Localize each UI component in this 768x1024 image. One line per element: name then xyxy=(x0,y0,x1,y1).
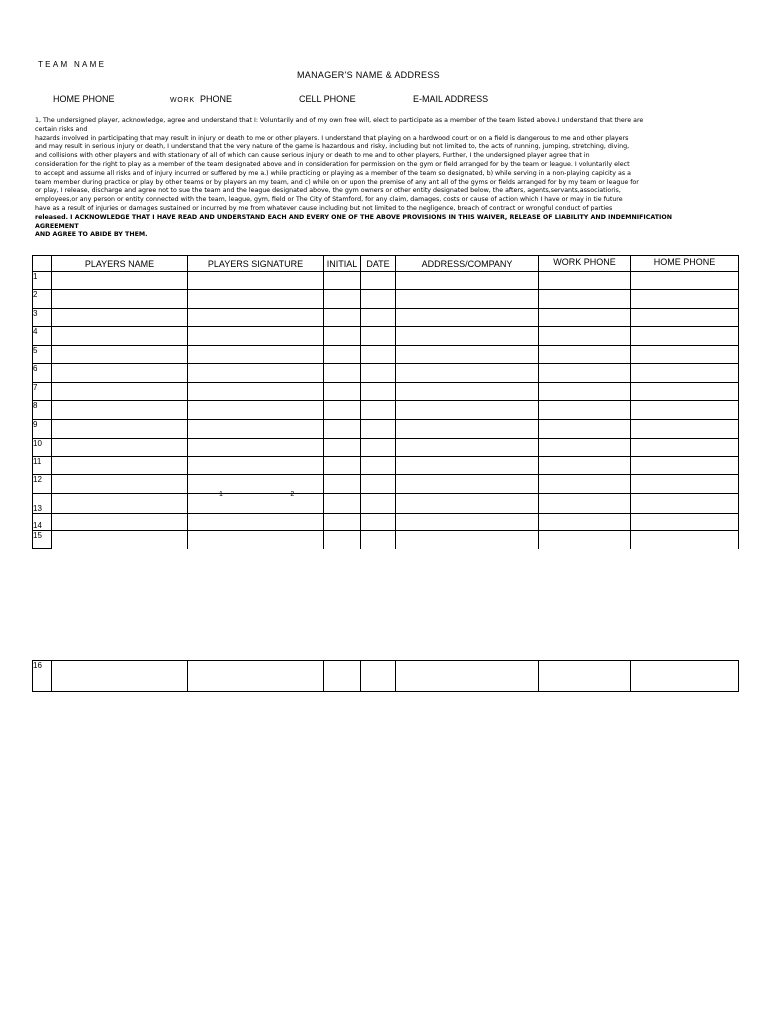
work-phone-cell[interactable] xyxy=(539,272,631,290)
initial-cell[interactable] xyxy=(324,383,361,401)
waiver-line: team member during practice or play by other teams or by players an my team, and c) while on or upon the premise of any ant all of the gyms or fields arranged for by my team or league for xyxy=(35,178,639,186)
signature-cell[interactable] xyxy=(188,531,324,549)
date-cell[interactable] xyxy=(361,327,396,346)
initial-cell[interactable] xyxy=(324,272,361,290)
waiver-line: hazards involved in participating that may result in injury or death to me or other players. I understand that playing on a hardwood court or on a field is dangerous to me and other players xyxy=(35,134,629,142)
row-number: 6 xyxy=(33,364,52,383)
row-number: 15 xyxy=(33,531,52,549)
home-phone-cell[interactable] xyxy=(631,272,739,290)
date-cell[interactable] xyxy=(361,272,396,290)
table-row xyxy=(33,364,739,383)
date-cell[interactable] xyxy=(361,383,396,401)
initial-cell[interactable] xyxy=(324,290,361,309)
player-name-cell[interactable] xyxy=(52,661,188,692)
address-cell[interactable] xyxy=(396,309,539,327)
home-phone-cell[interactable] xyxy=(631,346,739,364)
address-cell[interactable] xyxy=(396,514,539,531)
signature-cell[interactable] xyxy=(188,383,324,401)
initial-cell[interactable] xyxy=(324,439,361,457)
row-number: 3 xyxy=(33,309,52,327)
signature-cell[interactable] xyxy=(188,364,324,383)
player-name-cell[interactable] xyxy=(52,439,188,457)
home-phone-cell[interactable] xyxy=(631,383,739,401)
work-phone-cell[interactable] xyxy=(539,457,631,475)
signature-mark-1: 1 xyxy=(219,491,223,498)
date-cell[interactable] xyxy=(361,475,396,494)
row-number: 14 xyxy=(33,514,52,531)
signature-cell[interactable] xyxy=(188,514,324,531)
row-number: 16 xyxy=(33,661,52,692)
work-phone-cell[interactable] xyxy=(539,309,631,327)
row-number: 9 xyxy=(33,420,52,439)
work-phone-cell[interactable] xyxy=(539,439,631,457)
player-name-cell[interactable] xyxy=(52,346,188,364)
row-number-header xyxy=(33,256,52,272)
signature-mark-2: 2 xyxy=(290,491,295,498)
row-number: 1 xyxy=(33,272,52,290)
waiver-acknowledgement: released. I ACKNOWLEDGE THAT I HAVE READ AND UNDERSTAND EACH AND EVERY ONE OF THE ABOVE PROVISIONS IN THIS WAIVER, RELEASE OF LIABILITY AND INDEMNIFICATION xyxy=(35,213,672,221)
signature-cell[interactable] xyxy=(188,457,324,475)
table-row xyxy=(33,420,739,439)
row-number: 13 xyxy=(33,494,52,514)
row-number: 8 xyxy=(33,401,52,420)
signature-cell[interactable] xyxy=(188,475,324,498)
address-cell[interactable] xyxy=(396,439,539,457)
signature-cell[interactable] xyxy=(188,290,324,309)
date-cell[interactable] xyxy=(361,457,396,475)
table-row xyxy=(33,514,739,531)
home-phone-cell[interactable] xyxy=(631,531,739,549)
date-cell[interactable] xyxy=(361,439,396,457)
initial-cell[interactable] xyxy=(324,346,361,364)
table-row xyxy=(33,457,739,475)
work-phone-prefix: WORK xyxy=(170,97,195,104)
players-name-header: PLAYERS NAME xyxy=(52,256,188,272)
player-name-cell[interactable] xyxy=(52,401,188,420)
player-name-cell[interactable] xyxy=(52,514,188,531)
table-row xyxy=(33,494,739,514)
player-name-cell[interactable] xyxy=(52,457,188,475)
player-name-cell[interactable] xyxy=(52,383,188,401)
home-phone-cell[interactable] xyxy=(631,420,739,439)
date-header: DATE xyxy=(361,256,396,272)
initial-cell[interactable] xyxy=(324,475,361,494)
address-cell[interactable] xyxy=(396,494,539,514)
address-company-header: ADDRESS/COMPANY xyxy=(396,256,539,272)
cell-phone-label: CELL PHONE xyxy=(299,94,356,104)
waiver-line: consideration for the right to play as a member of the team designated above and in consideration for permission on the gym or field arranged for by the team or league. I voluntarily elect xyxy=(35,160,630,168)
table-row xyxy=(33,439,739,457)
initial-cell[interactable] xyxy=(324,420,361,439)
date-cell[interactable] xyxy=(361,290,396,309)
address-cell[interactable] xyxy=(396,327,539,346)
table-row xyxy=(33,401,739,420)
table-row xyxy=(33,327,739,346)
waiver-line: or play, I release, discharge and agree not to sue the team and the league designated above, the gym owners or other entity designated below, the afters, agents,servants,associatioris, xyxy=(35,187,621,195)
manager-name-address-label: MANAGER'S NAME & ADDRESS xyxy=(297,70,440,80)
initial-cell[interactable] xyxy=(324,494,361,514)
waiver-acknowledgement: AND AGREE TO ABIDE BY THEM. xyxy=(35,231,148,239)
waiver-line: and collisions with other players and with stationary of all of which can cause serious injury or death to me and to other players, Further, I the undersigned player agree that in xyxy=(35,152,590,160)
row-number: 12 xyxy=(33,475,52,494)
signature-cell[interactable] xyxy=(188,309,324,327)
table-row xyxy=(33,272,739,290)
row-number: 10 xyxy=(33,439,52,457)
work-phone-cell[interactable] xyxy=(539,661,631,692)
row-number: 4 xyxy=(33,327,52,346)
initial-cell[interactable] xyxy=(324,364,361,383)
waiver-line: employees,or any person or entity connected with the team, league, gym, field or The City of Stamford, for any claim, damages, costs or cause of action which I have or may in tie future xyxy=(35,196,623,204)
table-row xyxy=(33,290,739,309)
signature-cell[interactable] xyxy=(188,439,324,457)
player-name-cell[interactable] xyxy=(52,531,188,549)
email-address-label: E-MAIL ADDRESS xyxy=(413,94,489,104)
roster-table xyxy=(32,255,739,549)
date-cell[interactable] xyxy=(361,309,396,327)
address-cell[interactable] xyxy=(396,475,539,494)
address-cell[interactable] xyxy=(396,364,539,383)
home-phone-cell[interactable] xyxy=(631,309,739,327)
player-name-cell[interactable] xyxy=(52,364,188,383)
player-name-cell[interactable] xyxy=(52,327,188,346)
row-number: 5 xyxy=(33,346,52,364)
work-phone-cell[interactable] xyxy=(539,494,631,514)
waiver-acknowledgement: AGREEMENT xyxy=(35,222,79,230)
work-phone-header: WORK PHONE xyxy=(539,256,631,272)
player-name-cell[interactable] xyxy=(52,420,188,439)
player-name-cell[interactable] xyxy=(52,494,188,514)
work-phone-cell[interactable] xyxy=(539,346,631,364)
signature-cell[interactable] xyxy=(188,494,324,514)
home-phone-cell[interactable] xyxy=(631,290,739,309)
address-cell[interactable] xyxy=(396,661,539,692)
address-cell[interactable] xyxy=(396,272,539,290)
date-cell[interactable] xyxy=(361,661,396,692)
work-phone-label xyxy=(170,94,232,104)
date-cell[interactable] xyxy=(361,494,396,514)
waiver-text xyxy=(35,117,743,240)
date-cell[interactable] xyxy=(361,531,396,549)
player-name-cell[interactable] xyxy=(52,272,188,290)
work-phone-cell[interactable] xyxy=(539,290,631,309)
table-row xyxy=(33,346,739,364)
work-phone-cell[interactable] xyxy=(539,531,631,549)
table-row xyxy=(33,309,739,327)
work-phone-cell[interactable] xyxy=(539,475,631,494)
table-row xyxy=(33,475,739,494)
home-phone-cell[interactable] xyxy=(631,401,739,420)
initial-cell[interactable] xyxy=(324,661,361,692)
initial-cell[interactable] xyxy=(324,514,361,531)
date-cell[interactable] xyxy=(361,364,396,383)
work-phone-cell[interactable] xyxy=(539,383,631,401)
date-cell[interactable] xyxy=(361,401,396,420)
player-name-cell[interactable] xyxy=(52,309,188,327)
address-cell[interactable] xyxy=(396,401,539,420)
initial-header: INITIAL xyxy=(324,256,361,272)
home-phone-cell[interactable] xyxy=(631,514,739,531)
home-phone-cell[interactable] xyxy=(631,439,739,457)
date-cell[interactable] xyxy=(361,420,396,439)
signature-cell[interactable] xyxy=(188,401,324,420)
home-phone-cell[interactable] xyxy=(631,364,739,383)
signature-cell[interactable] xyxy=(188,272,324,290)
waiver-line: 1, The undersigned player, acknowledge, agree and understand that I: Voluntarily and of my own free will, elect to participate as a member of the team listed above.I understand that there are xyxy=(35,117,644,124)
player-name-cell[interactable] xyxy=(52,475,188,494)
initial-cell[interactable] xyxy=(324,457,361,475)
initial-cell[interactable] xyxy=(324,401,361,420)
address-cell[interactable] xyxy=(396,457,539,475)
home-phone-header: HOME PHONE xyxy=(631,256,739,272)
initial-cell[interactable] xyxy=(324,327,361,346)
home-phone-cell[interactable] xyxy=(631,457,739,475)
signature-cell[interactable] xyxy=(188,420,324,439)
home-phone-cell[interactable] xyxy=(631,327,739,346)
address-cell[interactable] xyxy=(396,290,539,309)
home-phone-label: HOME PHONE xyxy=(53,94,115,104)
signature-cell[interactable] xyxy=(188,661,324,692)
signature-cell[interactable] xyxy=(188,346,324,364)
row-number: 7 xyxy=(33,383,52,401)
work-phone-cell[interactable] xyxy=(539,327,631,346)
players-signature-header: PLAYERS SIGNATURE xyxy=(188,256,324,272)
table-header-row xyxy=(33,256,739,272)
signature-cell[interactable] xyxy=(188,327,324,346)
home-phone-cell[interactable] xyxy=(631,494,739,514)
work-phone-cell[interactable] xyxy=(539,364,631,383)
waiver-line: have as a result of injuries or damages sustained or incurred by me from whatever cause including but not limited to the negligence, breach of contract or wrongful conduct of parties xyxy=(35,204,613,212)
player-name-cell[interactable] xyxy=(52,290,188,309)
waiver-line: to accept and assume all risks and of injury incurred or suffered by me a.) while practicing or playing as a member of the team so designated, b) while serving in a non-playing capicity as a xyxy=(35,169,632,177)
table-row xyxy=(33,661,739,692)
address-cell[interactable] xyxy=(396,383,539,401)
waiver-line: certain risks and xyxy=(35,125,88,133)
table-row xyxy=(33,531,739,549)
waiver-line: and may result in serious injury or death, I understand that the very nature of the game is hazardous and risky, including but not limited to, the acts of running, jumping, stretching, diving, xyxy=(35,143,630,151)
row-number: 2 xyxy=(33,290,52,309)
initial-cell[interactable] xyxy=(324,531,361,549)
work-phone-cell[interactable] xyxy=(539,401,631,420)
home-phone-cell[interactable] xyxy=(631,661,739,692)
work-phone-cell[interactable] xyxy=(539,514,631,531)
address-cell[interactable] xyxy=(396,531,539,549)
address-cell[interactable] xyxy=(396,346,539,364)
row-number: 11 xyxy=(33,457,52,475)
table-row xyxy=(33,383,739,401)
team-name-label: TEAM NAME xyxy=(38,60,107,69)
home-phone-cell[interactable] xyxy=(631,475,739,494)
date-cell[interactable] xyxy=(361,346,396,364)
roster-table-continued xyxy=(32,660,739,692)
date-cell[interactable] xyxy=(361,514,396,531)
work-phone-cell[interactable] xyxy=(539,420,631,439)
work-phone-suffix: PHONE xyxy=(200,94,233,104)
address-cell[interactable] xyxy=(396,420,539,439)
initial-cell[interactable] xyxy=(324,309,361,327)
